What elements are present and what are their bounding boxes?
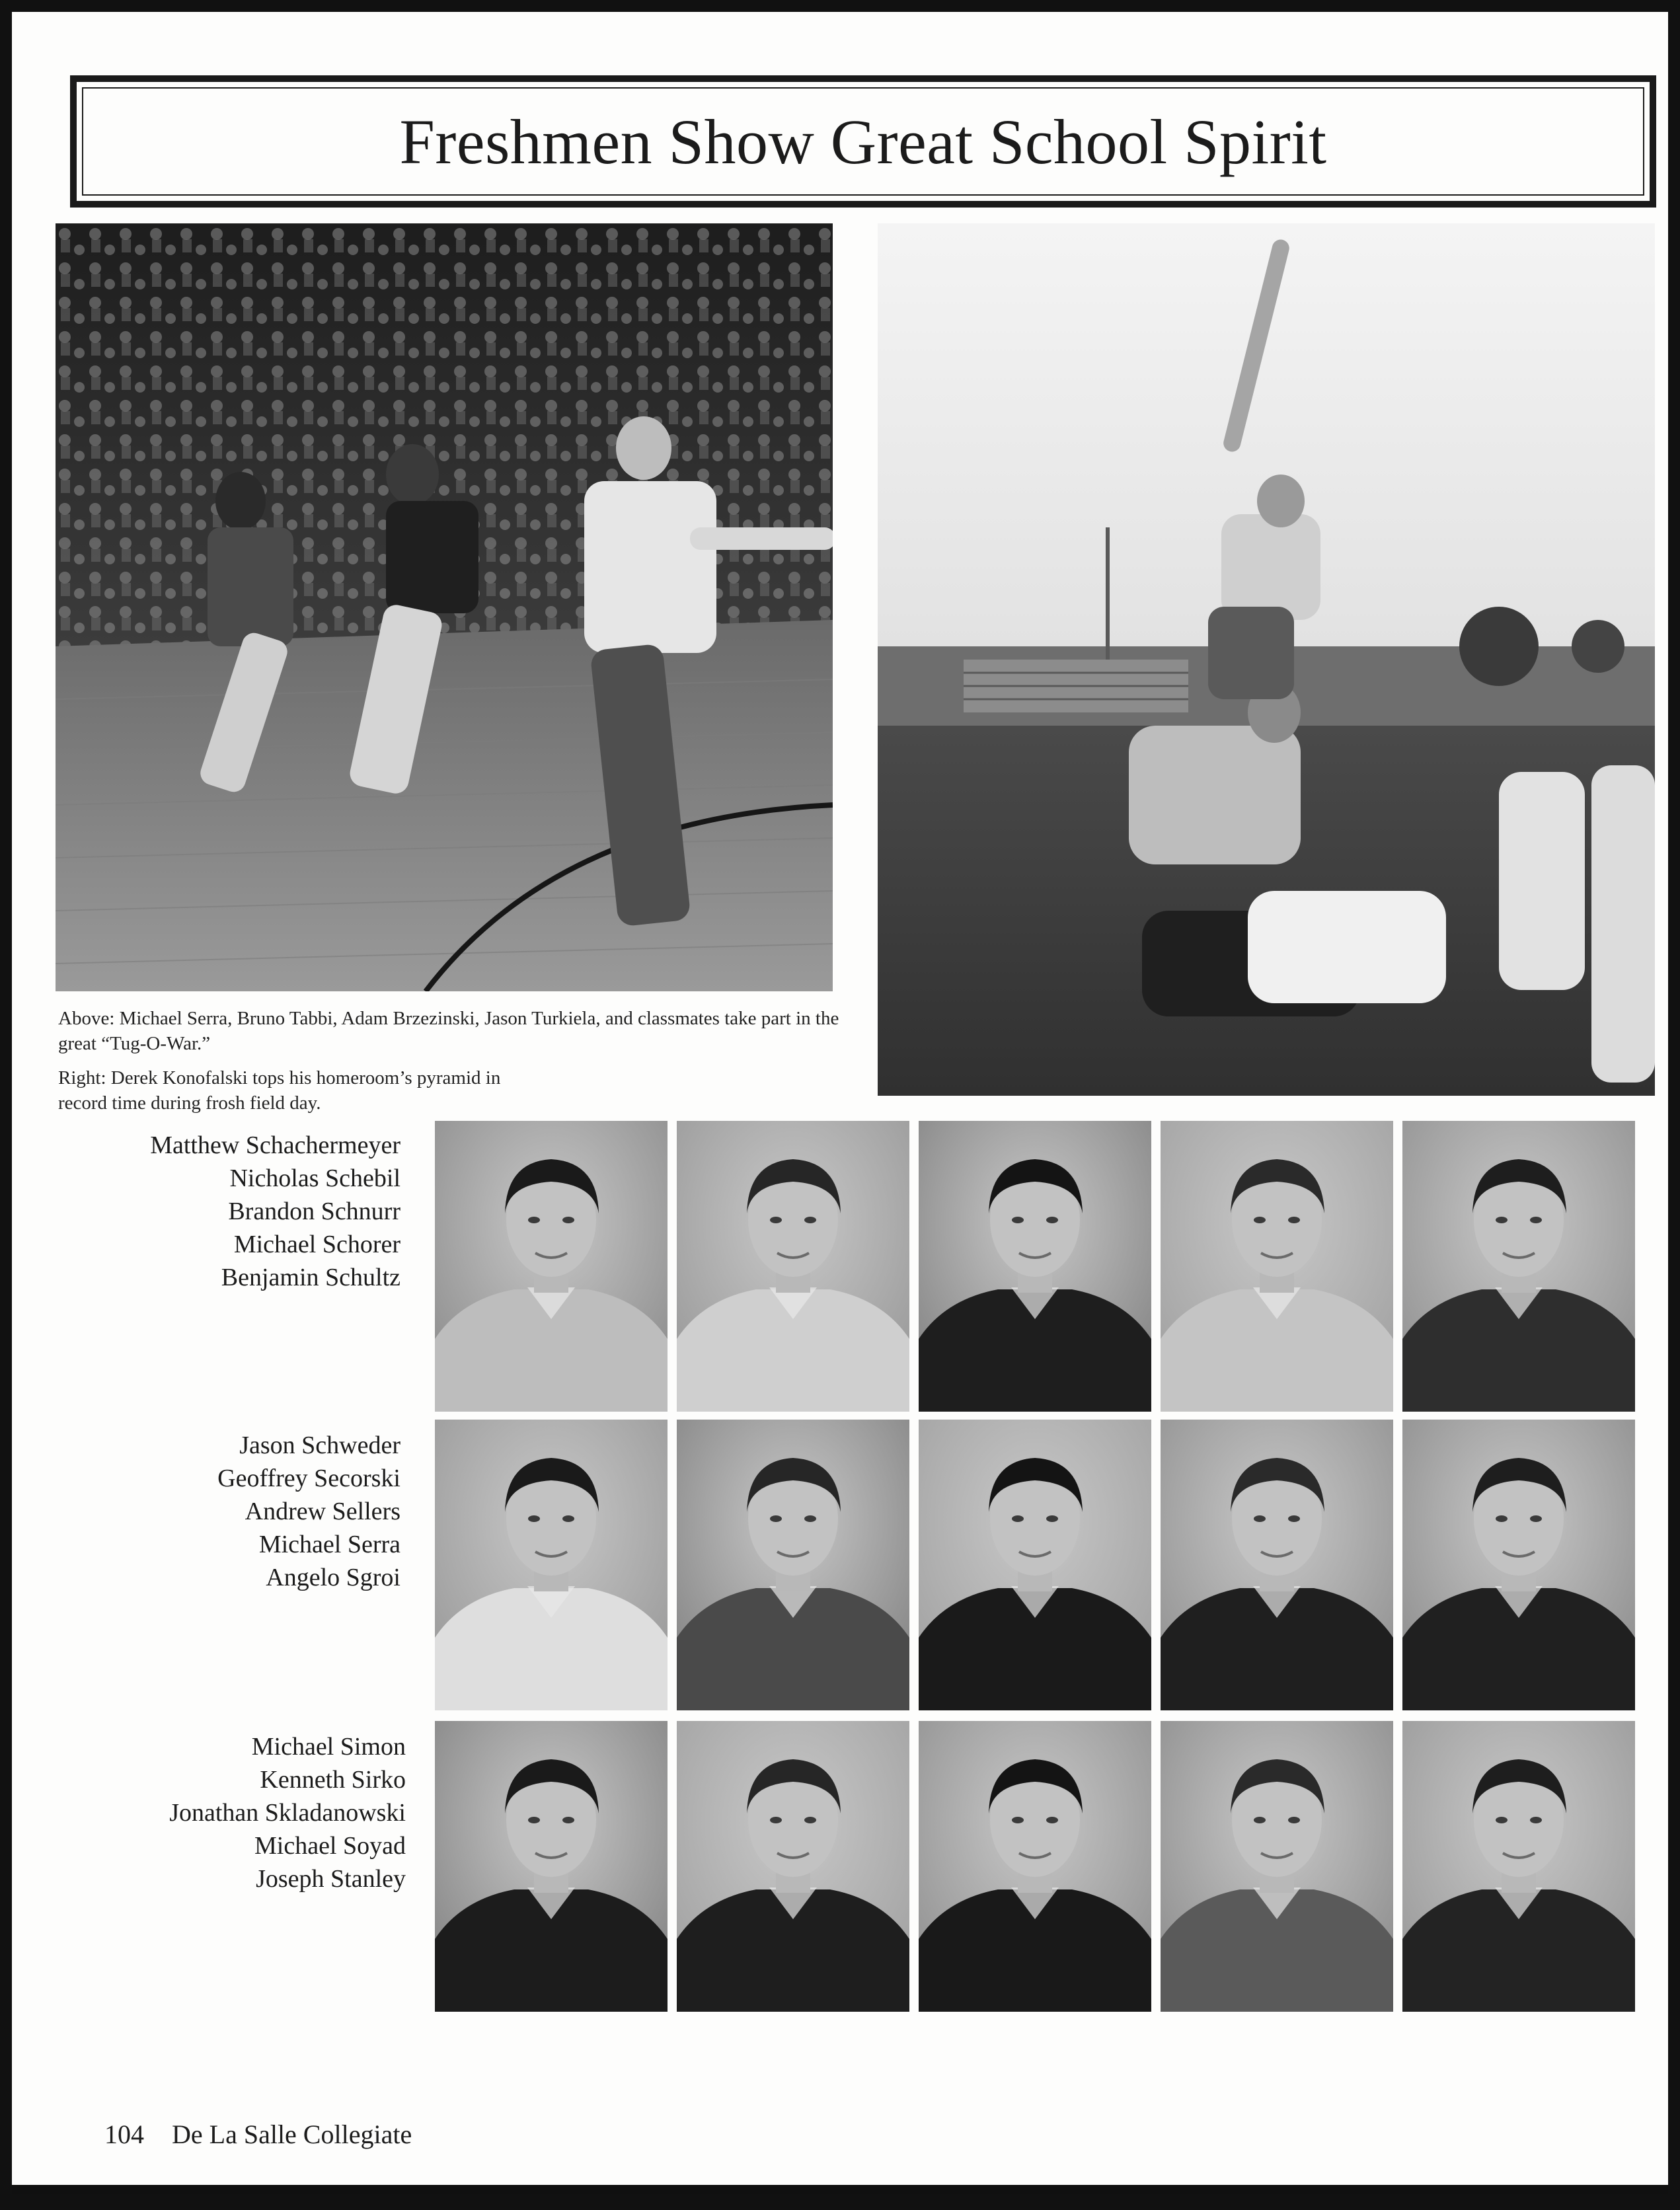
student-portrait [1161, 1121, 1393, 1412]
field-day-pyramid-photo [878, 223, 1655, 1096]
student-portrait [435, 1420, 668, 1710]
caption-above: Above: Michael Serra, Bruno Tabbi, Adam Brzezinski, Jason Turkiela, and classmates take part in the great “Tug-O-War.” [58, 1008, 839, 1054]
name-list-row-1 [30, 1129, 401, 1294]
school-name: De La Salle Collegiate [172, 2119, 412, 2149]
student-portrait [919, 1121, 1151, 1412]
student-name: Benjamin Schultz [221, 1264, 401, 1291]
student-portrait [435, 1121, 668, 1412]
student-name: Joseph Stanley [256, 1865, 406, 1893]
caption-right-line-1: Right: Derek Konofalski tops his homeroom’s pyramid in [58, 1067, 501, 1088]
student-name: Matthew Schachermeyer [150, 1131, 401, 1159]
student-portrait [919, 1420, 1151, 1710]
student-portrait [435, 1721, 668, 2012]
student-portrait [1402, 1420, 1635, 1710]
student-name: Andrew Sellers [245, 1498, 401, 1525]
student-name: Jonathan Skladanowski [169, 1799, 406, 1827]
student-name: Angelo Sgroi [266, 1564, 401, 1591]
student-name: Jason Schweder [239, 1431, 401, 1459]
student-name: Nicholas Schebil [229, 1164, 401, 1192]
student-portrait [1402, 1121, 1635, 1412]
title-banner [70, 75, 1656, 208]
student-name: Geoffrey Secorski [217, 1465, 401, 1492]
student-name: Michael Soyad [254, 1832, 406, 1860]
student-name: Michael Simon [251, 1733, 406, 1761]
name-list-row-2 [30, 1429, 401, 1594]
student-name: Michael Serra [258, 1531, 401, 1558]
name-list-row-3 [22, 1730, 406, 1895]
student-portrait [677, 1721, 909, 2012]
student-portrait [1161, 1420, 1393, 1710]
student-name: Kenneth Sirko [260, 1766, 406, 1794]
student-portrait [1161, 1721, 1393, 2012]
tug-of-war-photo [56, 223, 833, 991]
page-footer [104, 2119, 433, 2150]
caption-right-line-2: record time during frosh field day. [58, 1092, 321, 1114]
student-portrait [919, 1721, 1151, 2012]
pyramid-caption [58, 1065, 719, 1116]
yearbook-page [12, 12, 1668, 2194]
student-name: Michael Schorer [233, 1231, 401, 1258]
student-portrait [1402, 1721, 1635, 2012]
page-title: Freshmen Show Great School Spirit [399, 106, 1327, 177]
student-portrait [677, 1420, 909, 1710]
student-portrait [677, 1121, 909, 1412]
page-number: 104 [104, 2119, 144, 2149]
tug-of-war-caption [58, 1006, 845, 1056]
student-name: Brandon Schnurr [228, 1198, 401, 1225]
